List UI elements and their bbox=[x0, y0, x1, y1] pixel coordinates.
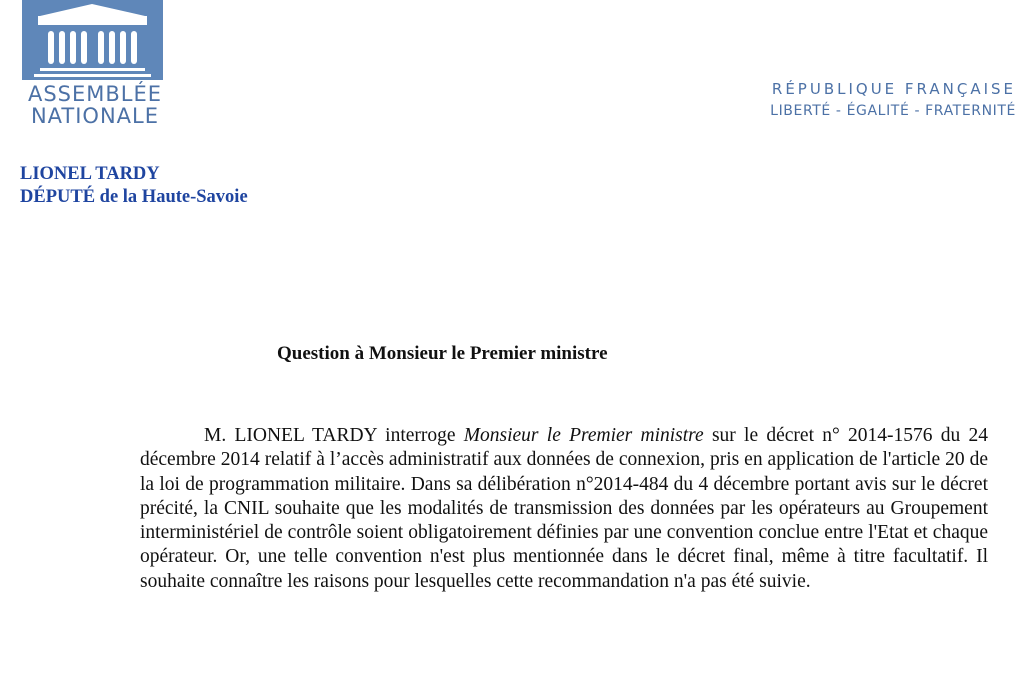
palais-bourbon-icon bbox=[22, 0, 163, 80]
body-text-part-1: M. LIONEL TARDY interroge bbox=[204, 425, 464, 446]
republic-heading bbox=[716, 78, 1016, 122]
assemblee-logo-emblem bbox=[22, 0, 163, 80]
body-text-part-2: sur le décret n° 2014-1576 du 24 décembre 2014 relatif à l’accès administratif aux données de connexion, pris en application de l'article 20 de la loi de programmation militaire. Dans sa délibération n°2014-484 du 4 décembre portant avis sur le décret précité, la CNIL souhaite que les modalités de transmission des données par les opérateurs au Groupement interministériel de contrôle soient obligatoirement définies par une convention conclue entre l'Etat et chaque opérateur. Or, une telle convention n'est plus mentionnée dans le décret final, même à titre facultatif. Il souhaite connaître les raisons pour lesquelles cette recommandation n'a pas été suivie. bbox=[140, 425, 989, 592]
question-title: Question à Monsieur le Premier ministre bbox=[277, 343, 608, 364]
institution-name bbox=[20, 83, 170, 127]
deputy-name: LIONEL TARDY bbox=[20, 164, 160, 184]
body-addressee: Monsieur le Premier ministre bbox=[463, 425, 704, 446]
deputy-title: DÉPUTÉ de la Haute-Savoie bbox=[20, 187, 248, 207]
national-motto: LIBERTÉ - ÉGALITÉ - FRATERNITÉ bbox=[770, 103, 1016, 119]
question-body bbox=[140, 424, 988, 594]
deputy-block bbox=[20, 163, 248, 209]
country-name: RÉPUBLIQUE FRANÇAISE bbox=[771, 80, 1016, 98]
institution-line-1: ASSEMBLÉE bbox=[27, 82, 163, 106]
institution-line-2: NATIONALE bbox=[30, 104, 160, 128]
